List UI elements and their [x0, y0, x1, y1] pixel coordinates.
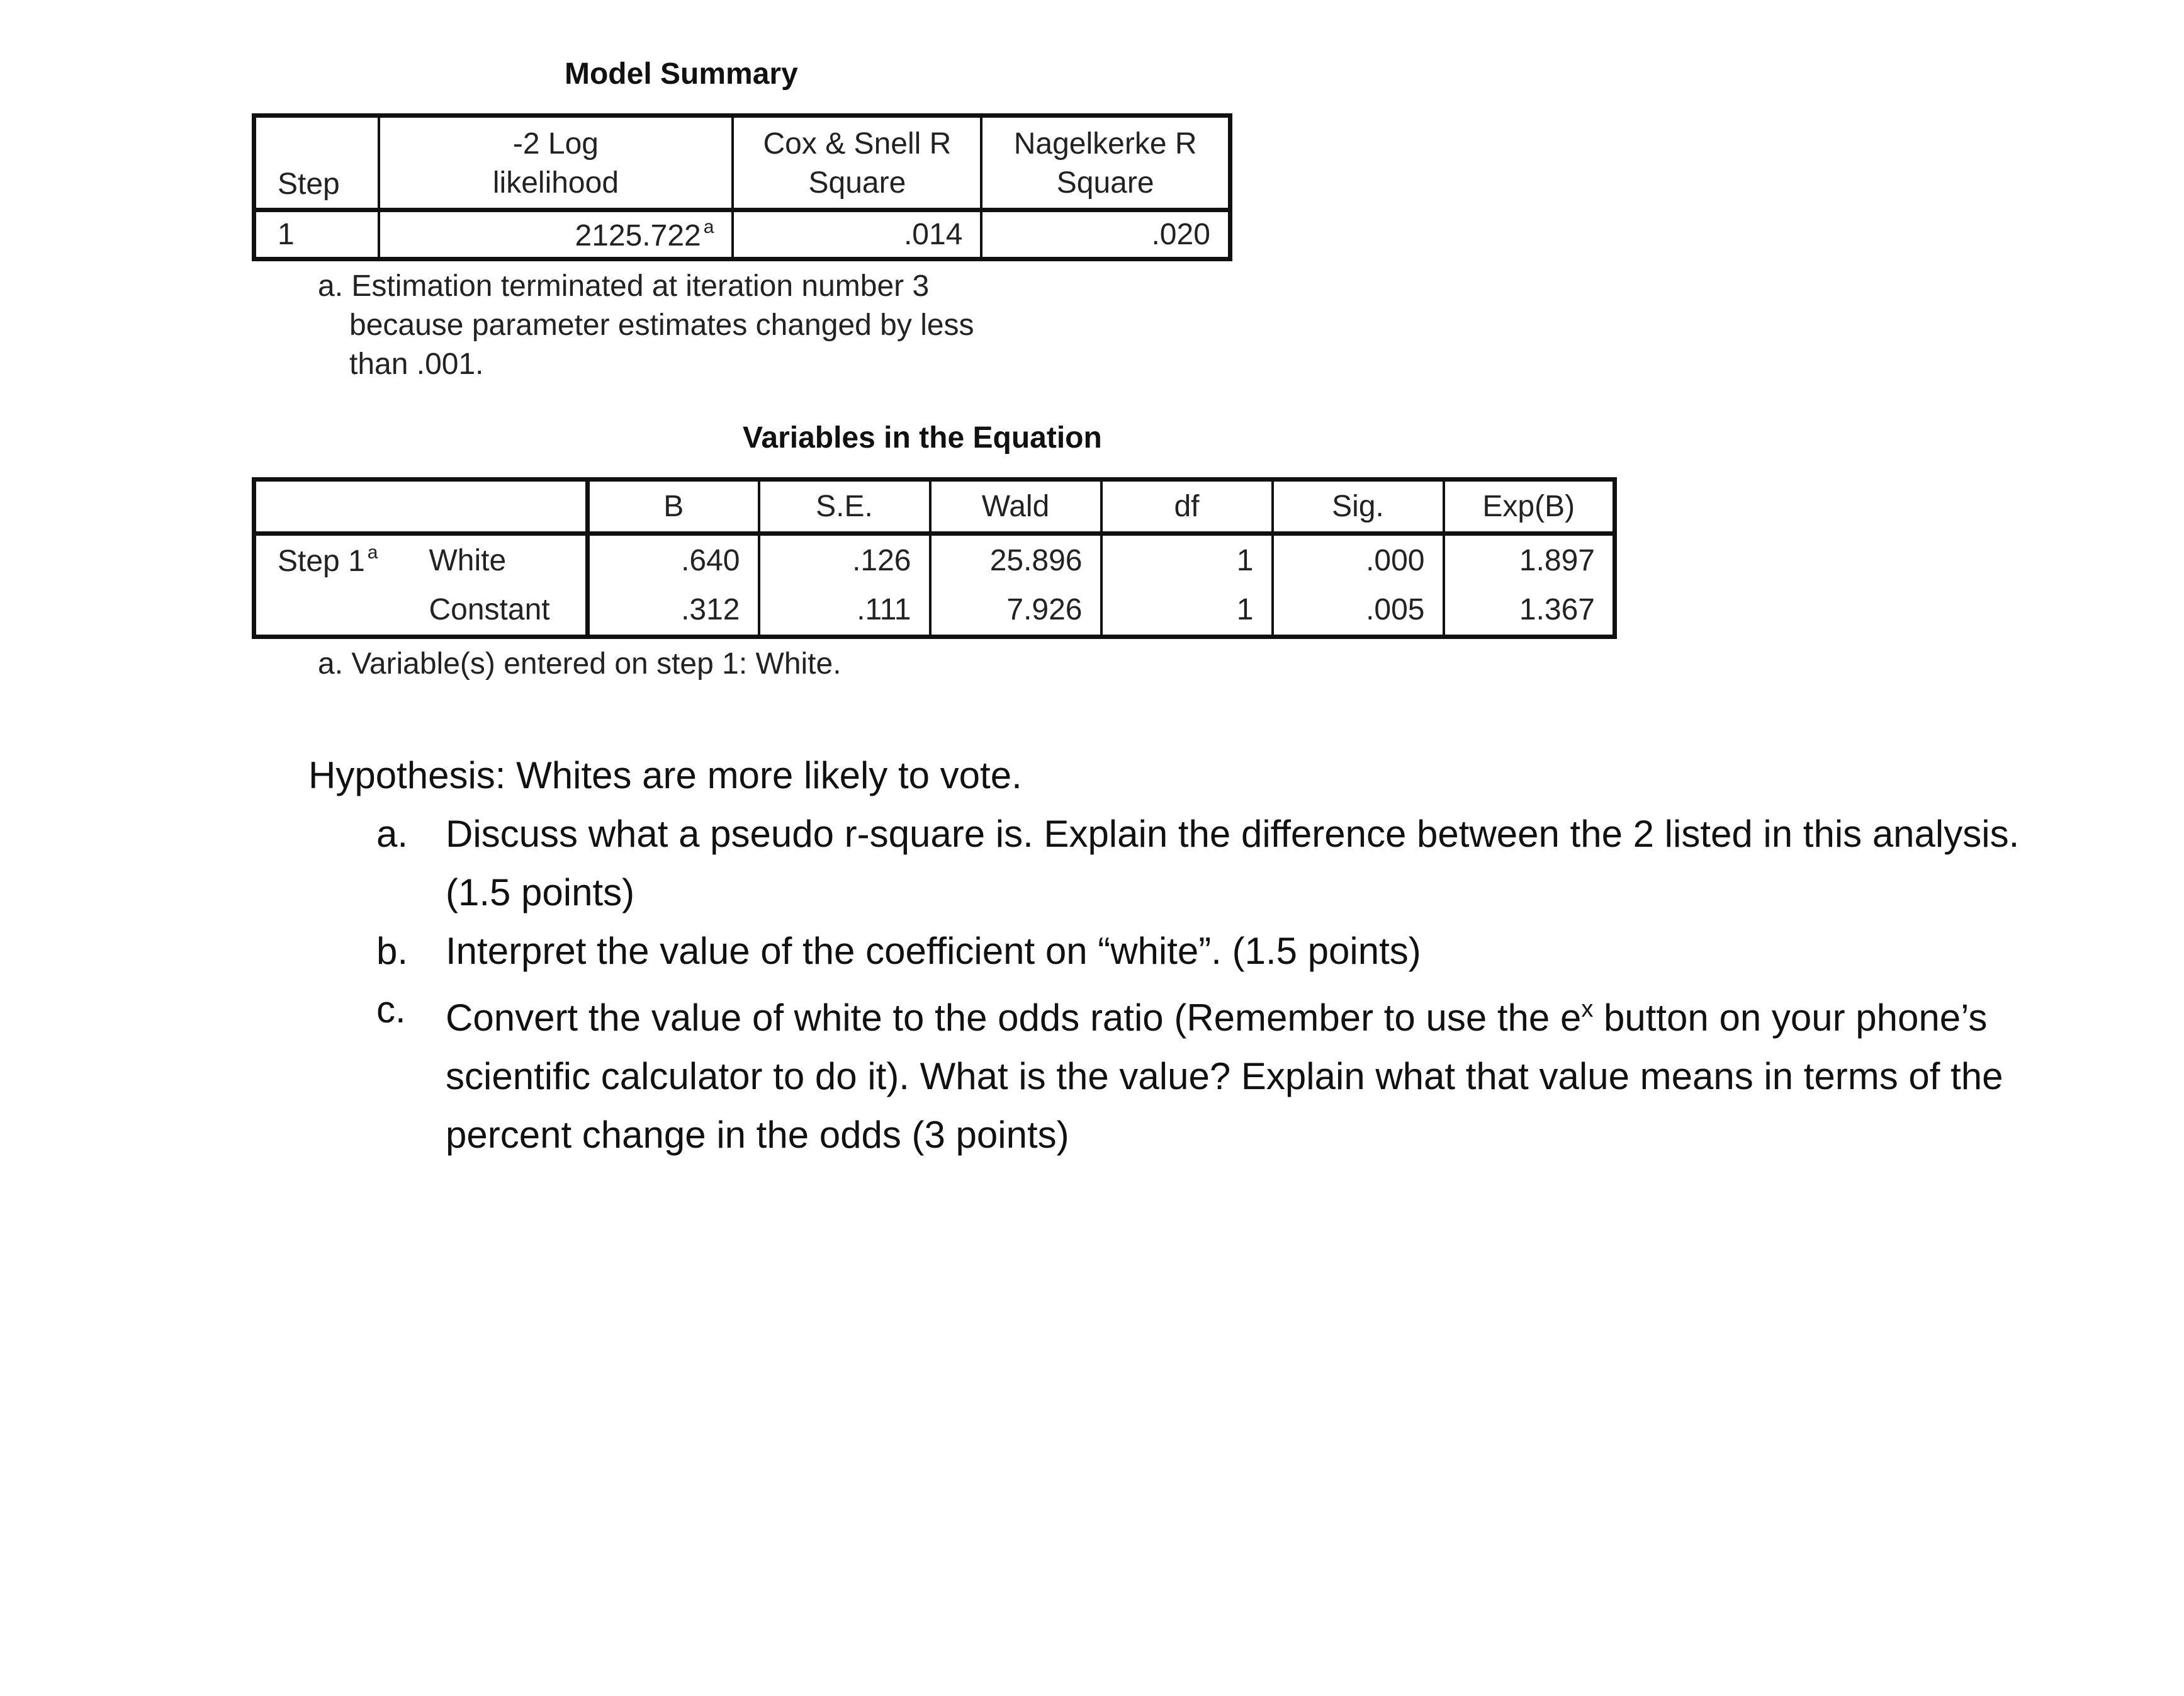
sig-header: Sig.	[1273, 480, 1444, 534]
question-b	[308, 922, 2071, 980]
b-value: .640	[588, 534, 759, 585]
variables-title: Variables in the Equation	[743, 421, 1102, 455]
variables-footnote: a. Variable(s) entered on step 1: White.	[318, 647, 842, 681]
question-marker: a.	[376, 813, 408, 855]
df-value: 1	[1101, 585, 1273, 637]
cox-snell-value: .014	[733, 210, 981, 259]
footnote-marker: a	[703, 216, 714, 237]
step-value: 1	[254, 210, 379, 259]
cox-snell-header: Cox & Snell R Square	[733, 116, 981, 210]
wald-value: 25.896	[930, 534, 1101, 585]
empty-header-cell	[424, 480, 588, 534]
table-row	[254, 534, 1615, 585]
wald-value: 7.926	[930, 585, 1101, 637]
step-header: Step	[254, 116, 379, 210]
neg2ll-value: 2125.722 $^a$	[379, 210, 733, 259]
neg2ll-header: -2 Log likelihood	[379, 116, 733, 210]
question-text: Convert the value of white to the odds ratio (Remember to use the $e^x$ button on your phone’s scientific calculator to do it). What is the value? Explain what that value means in terms of the percent change in the odds (3 points)	[446, 996, 2003, 1156]
model-summary-data-row	[254, 210, 1230, 259]
wald-header: Wald	[930, 480, 1101, 534]
df-header: df	[1101, 480, 1273, 534]
question-marker: b.	[376, 930, 408, 972]
variables-header-row	[254, 480, 1615, 534]
expb-value: 1.367	[1444, 585, 1615, 637]
b-value: .312	[588, 585, 759, 637]
sig-value: .005	[1273, 585, 1444, 637]
footnote-marker: a	[367, 542, 378, 563]
empty-header-cell	[254, 480, 424, 534]
nagelkerke-header: Nagelkerke R Square	[981, 116, 1230, 210]
b-header: B	[588, 480, 759, 534]
variable-name: White	[424, 534, 588, 585]
question-c	[308, 980, 2071, 1164]
sig-value: .000	[1273, 534, 1444, 585]
model-summary-header-row	[254, 116, 1230, 210]
df-value: 1	[1101, 534, 1273, 585]
table-row	[254, 585, 1615, 637]
question-marker: c.	[376, 988, 406, 1031]
expb-value: 1.897	[1444, 534, 1615, 585]
questions	[308, 746, 2071, 1164]
step-label: Step 1 $^a$	[254, 534, 424, 585]
se-header: S.E.	[759, 480, 930, 534]
hypothesis: Hypothesis: Whites are more likely to vote.	[308, 754, 1022, 796]
variable-name: Constant	[424, 585, 588, 637]
variables-table	[252, 477, 1617, 639]
model-summary-table	[252, 113, 1232, 261]
model-summary-title: Model Summary	[565, 57, 798, 91]
model-summary-footnote: a. Estimation terminated at iteration number 3 because parameter estimates changed by less than .001.	[318, 269, 974, 381]
expb-header: Exp(B)	[1444, 480, 1615, 534]
question-text: Interpret the value of the coefficient on “white”. (1.5 points)	[446, 930, 1421, 972]
question-a	[308, 805, 2071, 922]
step-label-empty	[254, 585, 424, 637]
se-value: .111	[759, 585, 930, 637]
se-value: .126	[759, 534, 930, 585]
nagelkerke-value: .020	[981, 210, 1230, 259]
exponent-x: x	[1581, 996, 1594, 1022]
question-text: Discuss what a pseudo r-square is. Explain the difference between the 2 listed in this analysis. (1.5 points)	[446, 813, 2020, 913]
